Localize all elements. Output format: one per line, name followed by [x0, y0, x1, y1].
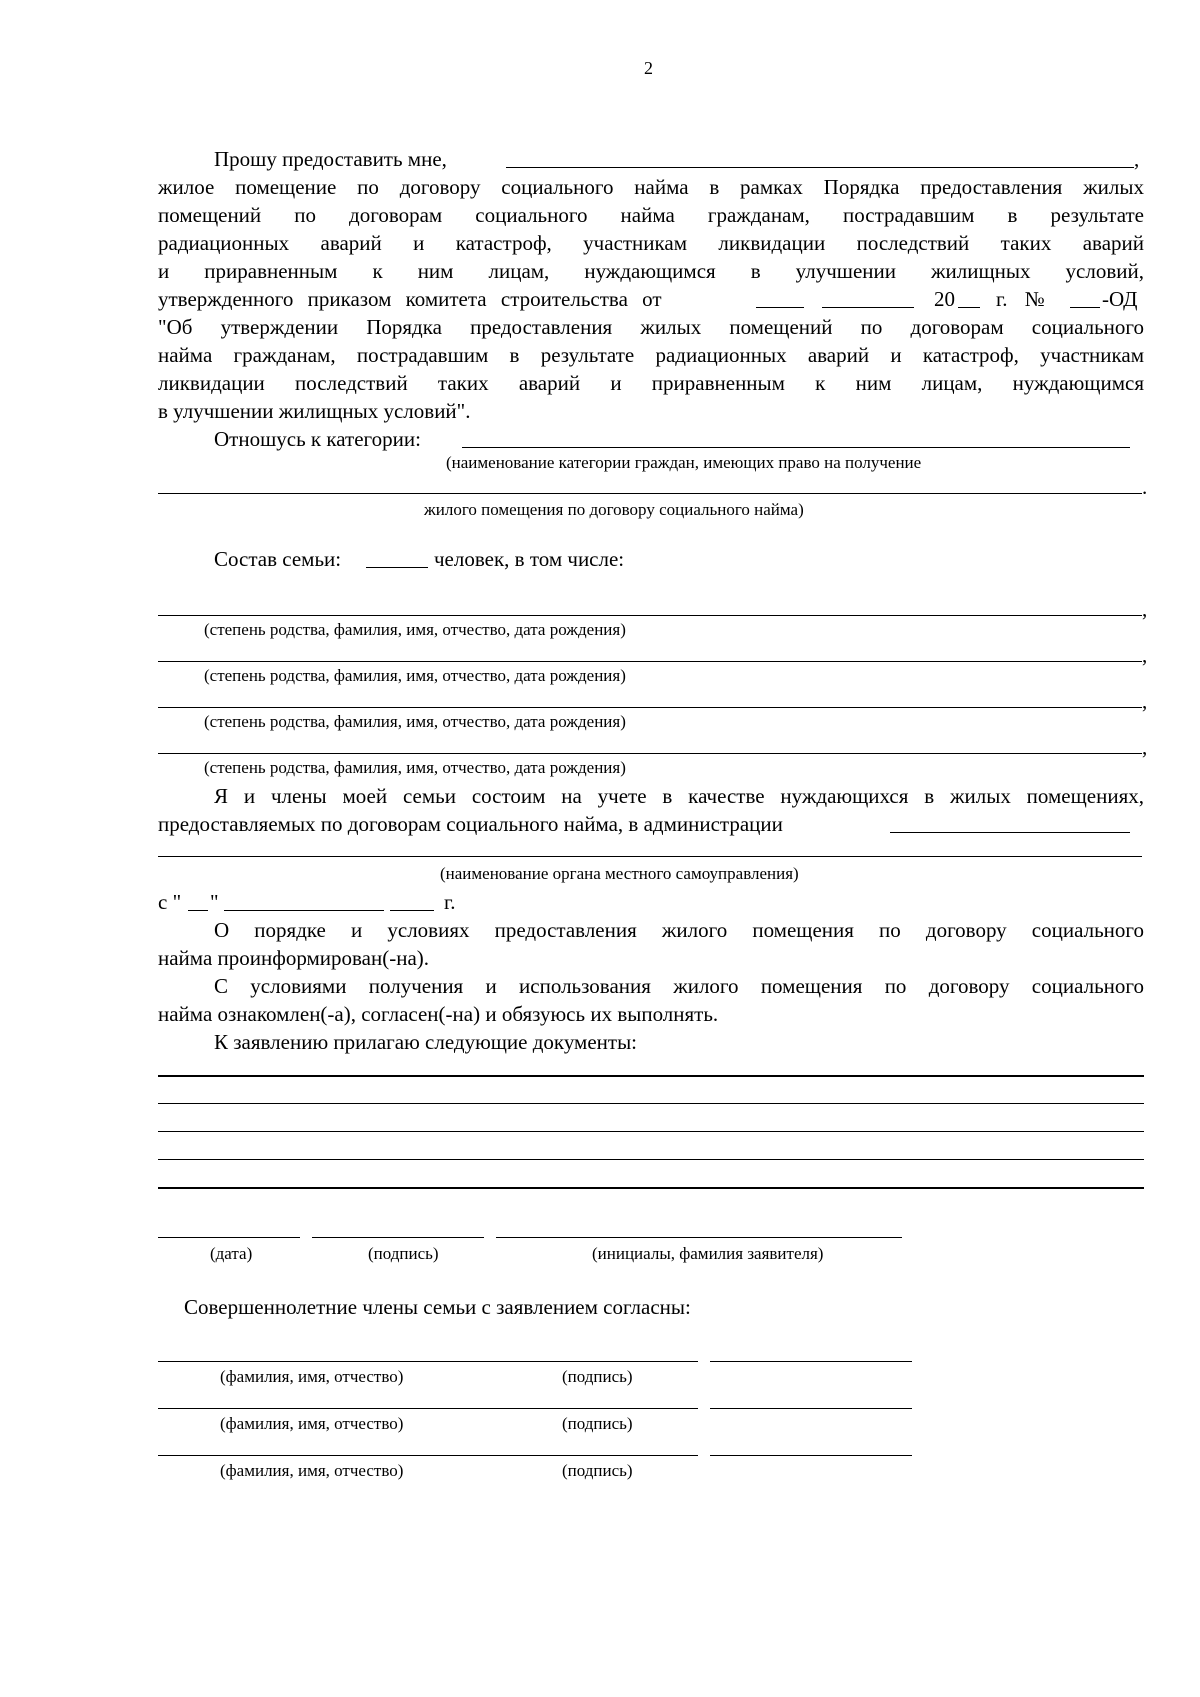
adult-fio-hint-1: (фамилия, имя, отчество) [220, 1367, 404, 1386]
conditions-line-2: найма ознакомлен(-а), согласен(-на) и обязуюсь их выполнять. [158, 1002, 719, 1026]
adult-sign-line-3[interactable] [710, 1455, 912, 1456]
signature-sign-line[interactable] [312, 1237, 484, 1238]
order-month-line[interactable] [822, 307, 914, 308]
family-member-hint-2: (степень родства, фамилия, имя, отчество, дата рождения) [204, 666, 626, 685]
documents-line-4[interactable] [158, 1159, 1144, 1160]
adult-fio-line-1[interactable] [158, 1361, 698, 1362]
registration-month-line[interactable] [224, 910, 384, 911]
request-line-3: радиационных аварий и катастроф, участникам ликвидации последствий таких аварий [158, 231, 1144, 255]
family-member-comma-4: , [1142, 735, 1148, 759]
adult-fio-line-2[interactable] [158, 1408, 698, 1409]
category-line-2[interactable] [158, 493, 1142, 494]
quote-line-3: ликвидации последствий таких аварий и приравненным к ним лицам, нуждающимся [158, 371, 1144, 395]
quote-line-4: в улучшении жилищных условий". [158, 399, 471, 423]
order-year-suffix: г. № [996, 287, 1045, 311]
signature-sign-hint: (подпись) [368, 1244, 439, 1263]
order-day-line[interactable] [756, 307, 804, 308]
quote-line-2: найма гражданам, пострадавшим в результате радиационных аварий и катастроф, участникам [158, 343, 1144, 367]
adult-sign-hint-3: (подпись) [562, 1461, 633, 1480]
order-year-line[interactable] [958, 307, 980, 308]
family-label: Состав семьи: [214, 547, 342, 571]
adult-fio-hint-2: (фамилия, имя, отчество) [220, 1414, 404, 1433]
family-member-comma-1: , [1142, 597, 1148, 621]
family-member-hint-1: (степень родства, фамилия, имя, отчество, дата рождения) [204, 620, 626, 639]
family-member-hint-3: (степень родства, фамилия, имя, отчество, дата рождения) [204, 712, 626, 731]
informed-line-2: найма проинформирован(-на). [158, 946, 430, 970]
signature-name-hint: (инициалы, фамилия заявителя) [592, 1244, 824, 1263]
family-member-line-4[interactable] [158, 753, 1142, 754]
order-year-prefix: 20 [934, 287, 955, 311]
conditions-line-1: С условиями получения и использования жилого помещения по договору социального [214, 974, 1144, 998]
family-member-comma-3: , [1142, 689, 1148, 713]
family-member-hint-4: (степень родства, фамилия, имя, отчество, дата рождения) [204, 758, 626, 777]
order-number-line[interactable] [1070, 307, 1100, 308]
page-number: 2 [644, 58, 653, 78]
family-member-comma-2: , [1142, 643, 1148, 667]
adult-fio-line-3[interactable] [158, 1455, 698, 1456]
registration-line-2: предоставляемых по договорам социального найма, в администрации [158, 812, 783, 836]
registration-line-1: Я и члены моей семьи состоим на учете в качестве нуждающихся в жилых помещениях, [214, 784, 1144, 808]
documents-line-2[interactable] [158, 1103, 1144, 1104]
category-hint-2: жилого помещения по договору социального найма) [424, 500, 804, 519]
registration-date-prefix: с " [158, 890, 182, 914]
quote-line-1: "Об утверждении Порядка предоставления жилых помещений по договорам социального [158, 315, 1144, 339]
request-line-2: помещений по договорам социального найма гражданам, пострадавшим в результате [158, 203, 1144, 227]
registration-day-line[interactable] [188, 910, 208, 911]
registration-date-quote: " [210, 890, 219, 914]
signature-name-line[interactable] [496, 1237, 902, 1238]
family-count-line[interactable] [366, 567, 428, 568]
family-member-line-1[interactable] [158, 615, 1142, 616]
registration-admin-line-2[interactable] [158, 856, 1142, 857]
adult-sign-hint-1: (подпись) [562, 1367, 633, 1386]
registration-admin-line[interactable] [890, 832, 1130, 833]
informed-line-1: О порядке и условиях предоставления жилого помещения по договору социального [214, 918, 1144, 942]
request-comma: , [1134, 147, 1140, 171]
request-intro: Прошу предоставить мне, [214, 147, 447, 171]
adults-label: Совершеннолетние члены семьи с заявлением согласны: [184, 1295, 691, 1319]
order-prefix: утвержденного приказом комитета строительства от [158, 287, 662, 311]
applicant-name-line[interactable] [506, 167, 1134, 168]
registration-hint: (наименование органа местного самоуправления) [440, 864, 799, 883]
documents-line-3[interactable] [158, 1131, 1144, 1132]
family-member-line-2[interactable] [158, 661, 1142, 662]
signature-date-line[interactable] [158, 1237, 300, 1238]
signature-date-hint: (дата) [210, 1244, 253, 1263]
order-suffix: -ОД [1102, 287, 1138, 311]
registration-date-suffix: г. [444, 890, 456, 914]
category-label: Отношусь к категории: [214, 427, 421, 451]
registration-year-line[interactable] [390, 910, 434, 911]
request-line-4: и приравненным к ним лицам, нуждающимся в улучшении жилищных условий, [158, 259, 1144, 283]
request-line-1: жилое помещение по договору социального найма в рамках Порядка предоставления жилых [158, 175, 1144, 199]
category-hint-1: (наименование категории граждан, имеющих право на получение [446, 453, 922, 472]
adult-sign-line-2[interactable] [710, 1408, 912, 1409]
documents-line-1[interactable] [158, 1075, 1144, 1077]
family-member-line-3[interactable] [158, 707, 1142, 708]
category-dot: . [1142, 475, 1148, 499]
adult-fio-hint-3: (фамилия, имя, отчество) [220, 1461, 404, 1480]
adult-sign-hint-2: (подпись) [562, 1414, 633, 1433]
documents-label: К заявлению прилагаю следующие документы: [214, 1030, 638, 1054]
family-suffix: человек, в том числе: [434, 547, 625, 571]
category-line[interactable] [462, 447, 1130, 448]
documents-line-5[interactable] [158, 1187, 1144, 1189]
adult-sign-line-1[interactable] [710, 1361, 912, 1362]
